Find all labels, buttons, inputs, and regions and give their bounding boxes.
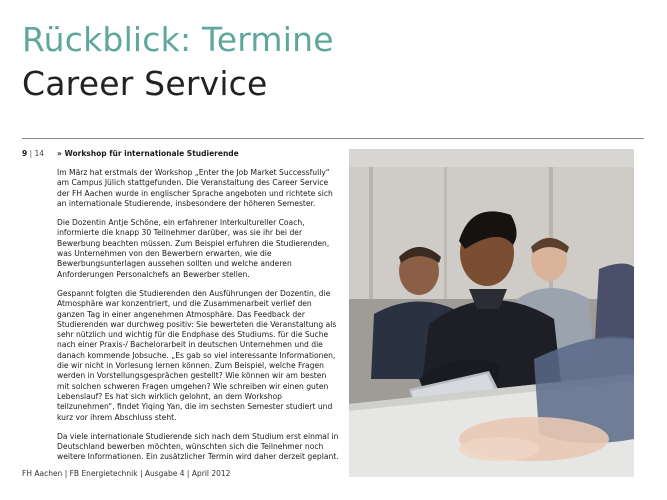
header-subtitle: Career Service (22, 64, 268, 103)
page-indicator (22, 149, 44, 159)
page-separator: | (29, 149, 33, 158)
header-divider (22, 138, 644, 139)
page-current: 9 (22, 149, 28, 158)
workshop-photo-illustration (349, 149, 634, 477)
page-total: 14 (34, 149, 45, 158)
header-title: Rückblick: Termine (22, 20, 334, 59)
article-paragraph: Die Dozentin Antje Schöne, ein erfahrener Interkultureller Coach, informierte die knapp 30 Teilnehmer darüber, was sie ihr bei der Bewerbung beachten müssen. Zum Beispiel erfuhren die Studierenden, was Unternehmen von den Bewerbern erwarten, wie die Bewerbungsunterlagen aussehen sollten und welche anderen Anforderungen Personalchefs an Bewerber stellen. (57, 218, 330, 279)
article-paragraph: Gespannt folgten die Studierenden den Ausführungen der Dozentin, die Atmosphäre war konzentriert, und die Zusammenarbeit verlief den ganzen Tag in einer angenehmen Atmosphäre. Das Feedback der Studierenden war durchweg positiv: Sie bewerteten die Veranstaltung als sehr nützlich und wichtig für die Endphase des Studiums. für die Suche nach einer Praxis-/ Bachelorarbeit in deutschen Unternehmen und die danach kommende Jobsuche. „Es gab so viel interessante Informationen, die wir nicht in Vorlesung lernen können. Zum Beispiel, welche Fragen werden in Vorstellungsgesprächen gestellt? Wie können wir am besten mit solchen schweren Fragen umgehen? Wie schreiben wir einen guten Lebenslauf? Es hat sich wirklich gelohnt, an dem Workshop teilzunehmen“, findet Yiqing Yan, die im sechsten Semester studiert und kurz vor ihrem Abschluss steht. (57, 288, 337, 422)
page-footer: FH Aachen | FB Energietechnik | Ausgabe 4 | April 2012 (22, 469, 231, 478)
workshop-photo (349, 149, 634, 477)
article-paragraph: Im März hat erstmals der Workshop „Enter the Job Market Successfully“ am Campus Jülich stattgefunden. Die Veranstaltung des Career Service der FH Aachen wurde in englischer Sprache angeboten und richtete sich an internationale Studierende, insbesondere der höheren Semester. (57, 168, 333, 208)
section-heading: » Workshop für internationale Studierende (57, 149, 239, 158)
article-body (57, 168, 340, 472)
article-paragraph: Da viele internationale Studierende sich nach dem Studium erst einmal in Deutschland bewerben möchten, wünschten sich die Teilnehmer noch weitere Informationen. Ein zusätzlicher Termin wird daher derzeit geplant. (57, 431, 339, 462)
